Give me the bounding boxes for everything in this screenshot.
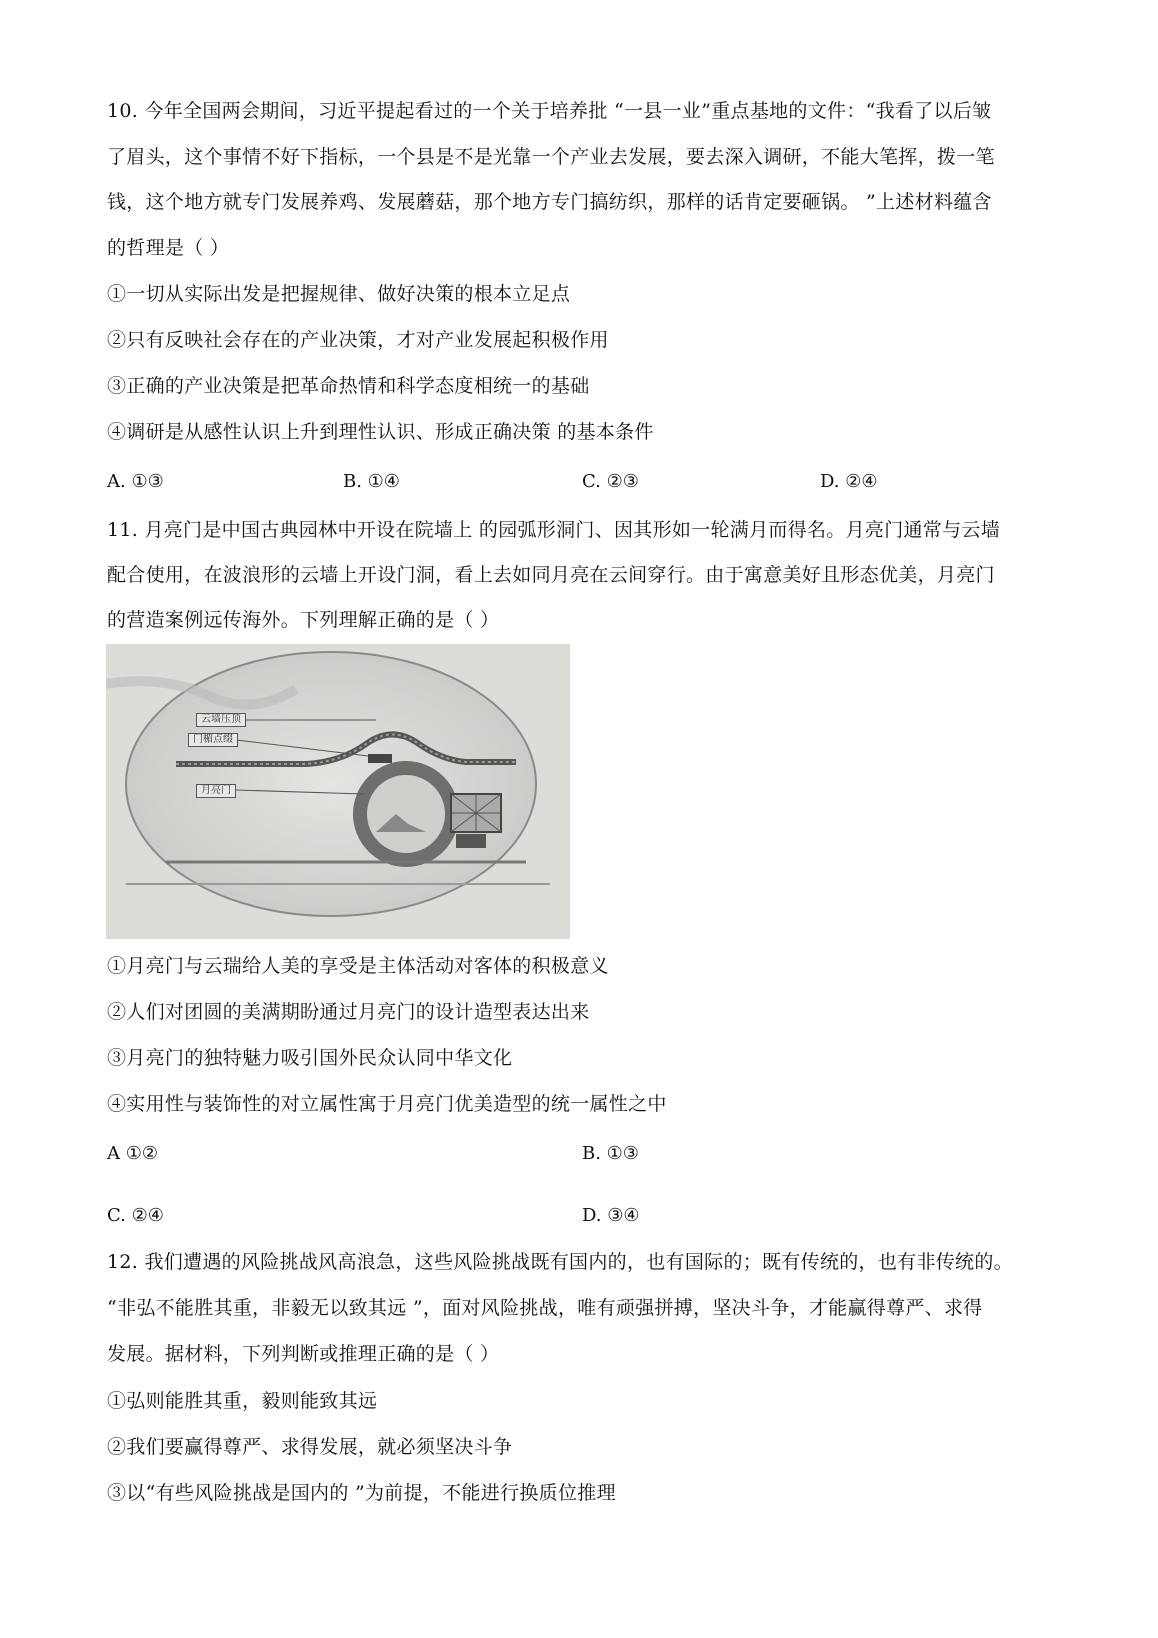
q10-statement-4: ④调研是从感性认识上升到理性认识、形成正确决策 的基本条件 — [107, 421, 654, 443]
q11-option-c: C. ②④ — [107, 1205, 164, 1226]
q10-statement-3: ③正确的产业决策是把革命热情和科学态度相统一的基础 — [107, 375, 590, 397]
q10-statement-2: ②只有反映社会存在的产业决策，才对产业发展起积极作用 — [107, 329, 609, 351]
q11-option-b: B. ①③ — [582, 1143, 639, 1164]
q12-stem-line-3: 发展。据材料，下列判断或推理正确的是（ ） — [107, 1343, 500, 1365]
moon-gate-photo — [106, 644, 570, 939]
q10-option-c: C. ②③ — [582, 471, 639, 492]
q10-option-a: A. ①③ — [107, 471, 164, 492]
q11-statement-1: ①月亮门与云瑞给人美的享受是主体活动对客体的积极意义 — [107, 955, 609, 977]
q12-stem-line-2: “非弘不能胜其重，非毅无以致其远 ”，面对风险挑战，唯有顽强拼搏，坚决斗争，才能赢得尊严、求得 — [107, 1297, 983, 1319]
label-moon-gate: 月亮门 — [196, 784, 236, 798]
q10-statement-1: ①一切从实际出发是把握规律、做好决策的根本立足点 — [107, 283, 571, 305]
q11-stem-line-2: 配合使用，在波浪形的云墙上开设门洞，看上去如同月亮在云间穿行。由于寓意美好且形态优美，月亮门 — [107, 564, 995, 586]
q10-option-d: D. ②④ — [820, 471, 878, 492]
q11-option-a: A ①② — [107, 1143, 158, 1164]
q11-statement-3: ③月亮门的独特魅力吸引国外民众认同中华文化 — [107, 1047, 513, 1069]
q10-option-b: B. ①④ — [343, 471, 400, 492]
q11-statement-4: ④实用性与装饰性的对立属性寓于月亮门优美造型的统一属性之中 — [107, 1093, 667, 1115]
q10-stem-line-3: 钱，这个地方就专门发展养鸡、发展蘑菇，那个地方专门搞纺织，那样的话肯定要砸锅。 ”上述材料蕴含 — [107, 191, 992, 213]
q11-stem-line-1: 11. 月亮门是中国古典园林中开设在院墙上 的园弧形洞门、因其形如一轮满月而得名。月亮门通常与云墙 — [107, 519, 1000, 541]
q10-stem-line-1: 10. 今年全国两会期间，习近平提起看过的一个关于培养批 “一县一业”重点基地的文件：“我看了以后皱 — [107, 100, 992, 122]
q12-statement-1: ①弘则能胜其重，毅则能致其远 — [107, 1390, 378, 1412]
moon-gate-diagram — [106, 644, 570, 939]
q11-option-d: D. ③④ — [582, 1205, 640, 1226]
moon-gate-circle — [360, 768, 452, 860]
q10-stem-line-4: 的哲理是（ ） — [107, 237, 230, 259]
q11-statement-2: ②人们对团圆的美满期盼通过月亮门的设计造型表达出来 — [107, 1001, 590, 1023]
label-lintel-ornament: 门楣点缀 — [188, 733, 238, 747]
q12-stem-line-1: 12. 我们遭遇的风险挑战风高浪急，这些风险挑战既有国内的，也有国际的；既有传统的，也有非传统的。 — [107, 1251, 1013, 1273]
q12-statement-2: ②我们要赢得尊严、求得发展，就必须坚决斗争 — [107, 1436, 513, 1458]
q10-stem-line-2: 了眉头，这个事情不好下指标，一个县是不是光靠一个产业去发展，要去深入调研，不能大笔挥，拨一笔 — [107, 146, 995, 168]
q11-stem-line-3: 的营造案例远传海外。下列理解正确的是（ ） — [107, 609, 500, 631]
q12-statement-3: ③以“有些风险挑战是国内的 ”为前提，不能进行换质位推理 — [107, 1482, 616, 1504]
label-cloud-wall-top: 云墙压顶 — [196, 713, 246, 727]
lintel-ornament — [368, 754, 392, 763]
